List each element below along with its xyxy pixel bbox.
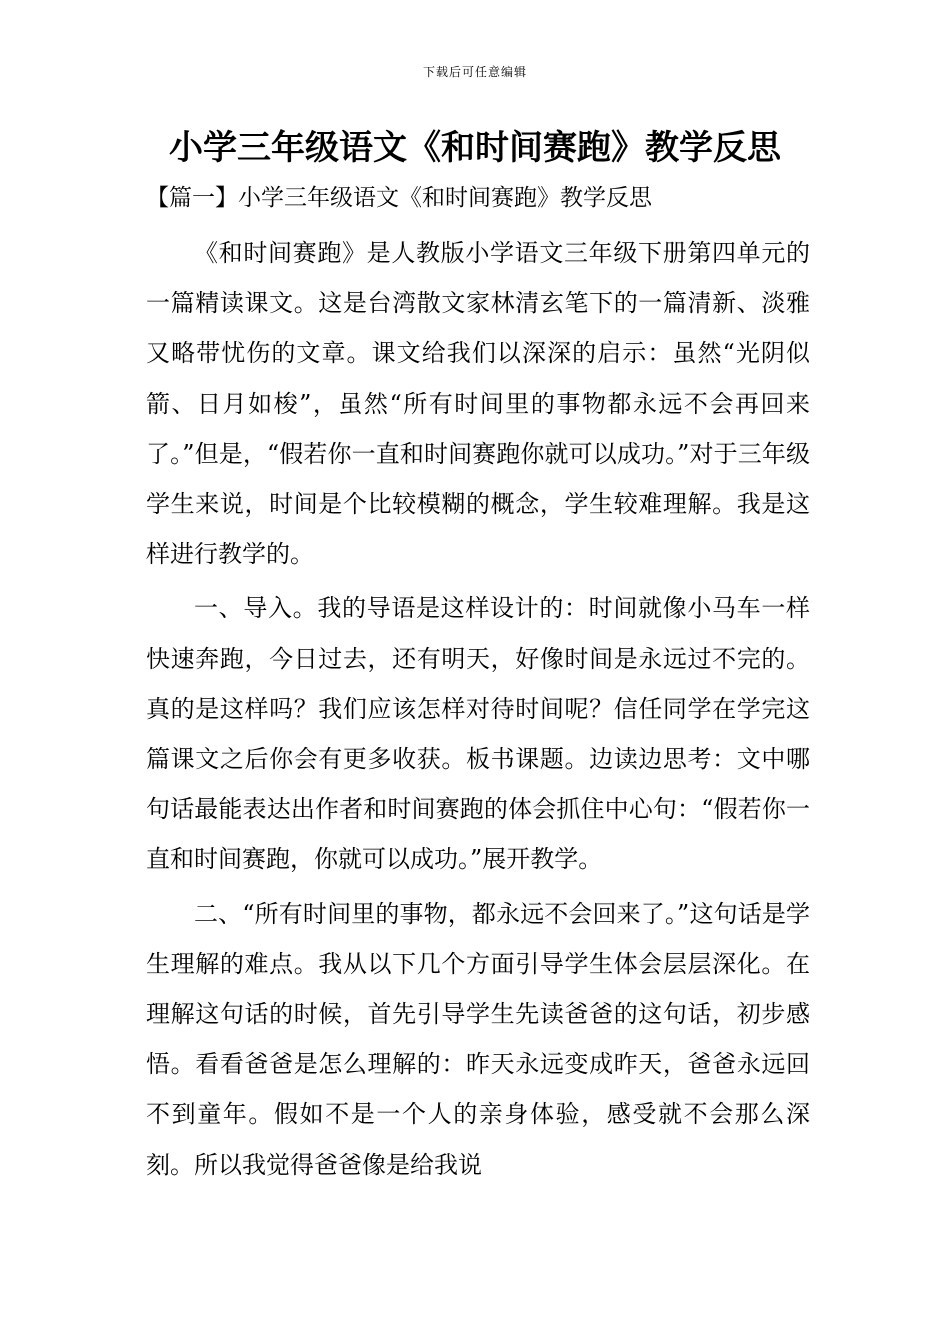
page-header-note: 下载后可任意编辑	[422, 65, 527, 79]
paragraph-part-one: 一、导入。我的导语是这样设计的：时间就像小马车一样快速奔跑，今日过去，还有明天，好像时间是永远过不完的。真的是这样吗？我们应该怎样对待时间呢？信任同学在学完这篇课文之后你会有更多收获。板书课题。边读边思考：文中哪句话最能表达出作者和时间赛跑的体会抓住中心句：“假若你一直和时间赛跑，你就可以成功。”展开教学。	[146, 594, 810, 874]
section-heading: 【篇一】小学三年级语文《和时间赛跑》教学反思	[146, 185, 652, 211]
document-title: 小学三年级语文《和时间赛跑》教学反思	[169, 128, 781, 168]
paragraph-part-two: 二、“所有时间里的事物，都永远不会回来了。”这句话是学生理解的难点。我从以下几个方面引导学生体会层层深化。在理解这句话的时候，首先引导学生先读爸爸的这句话，初步感悟。看看爸爸是怎么理解的：昨天永远变成昨天，爸爸永远回不到童年。假如不是一个人的亲身体验，感受就不会那么深刻。所以我觉得爸爸像是给我说	[146, 899, 810, 1179]
body-text	[146, 228, 810, 1194]
paragraph-intro: 《和时间赛跑》是人教版小学语文三年级下册第四单元的一篇精读课文。这是台湾散文家林清玄笔下的一篇清新、淡雅又略带忧伤的文章。课文给我们以深深的启示：虽然“光阴似箭、日月如梭”，虽然“所有时间里的事物都永远不会再回来了。”但是，“假若你一直和时间赛跑你就可以成功。”对于三年级学生来说，时间是个比较模糊的概念，学生较难理解。我是这样进行教学的。	[146, 239, 810, 569]
